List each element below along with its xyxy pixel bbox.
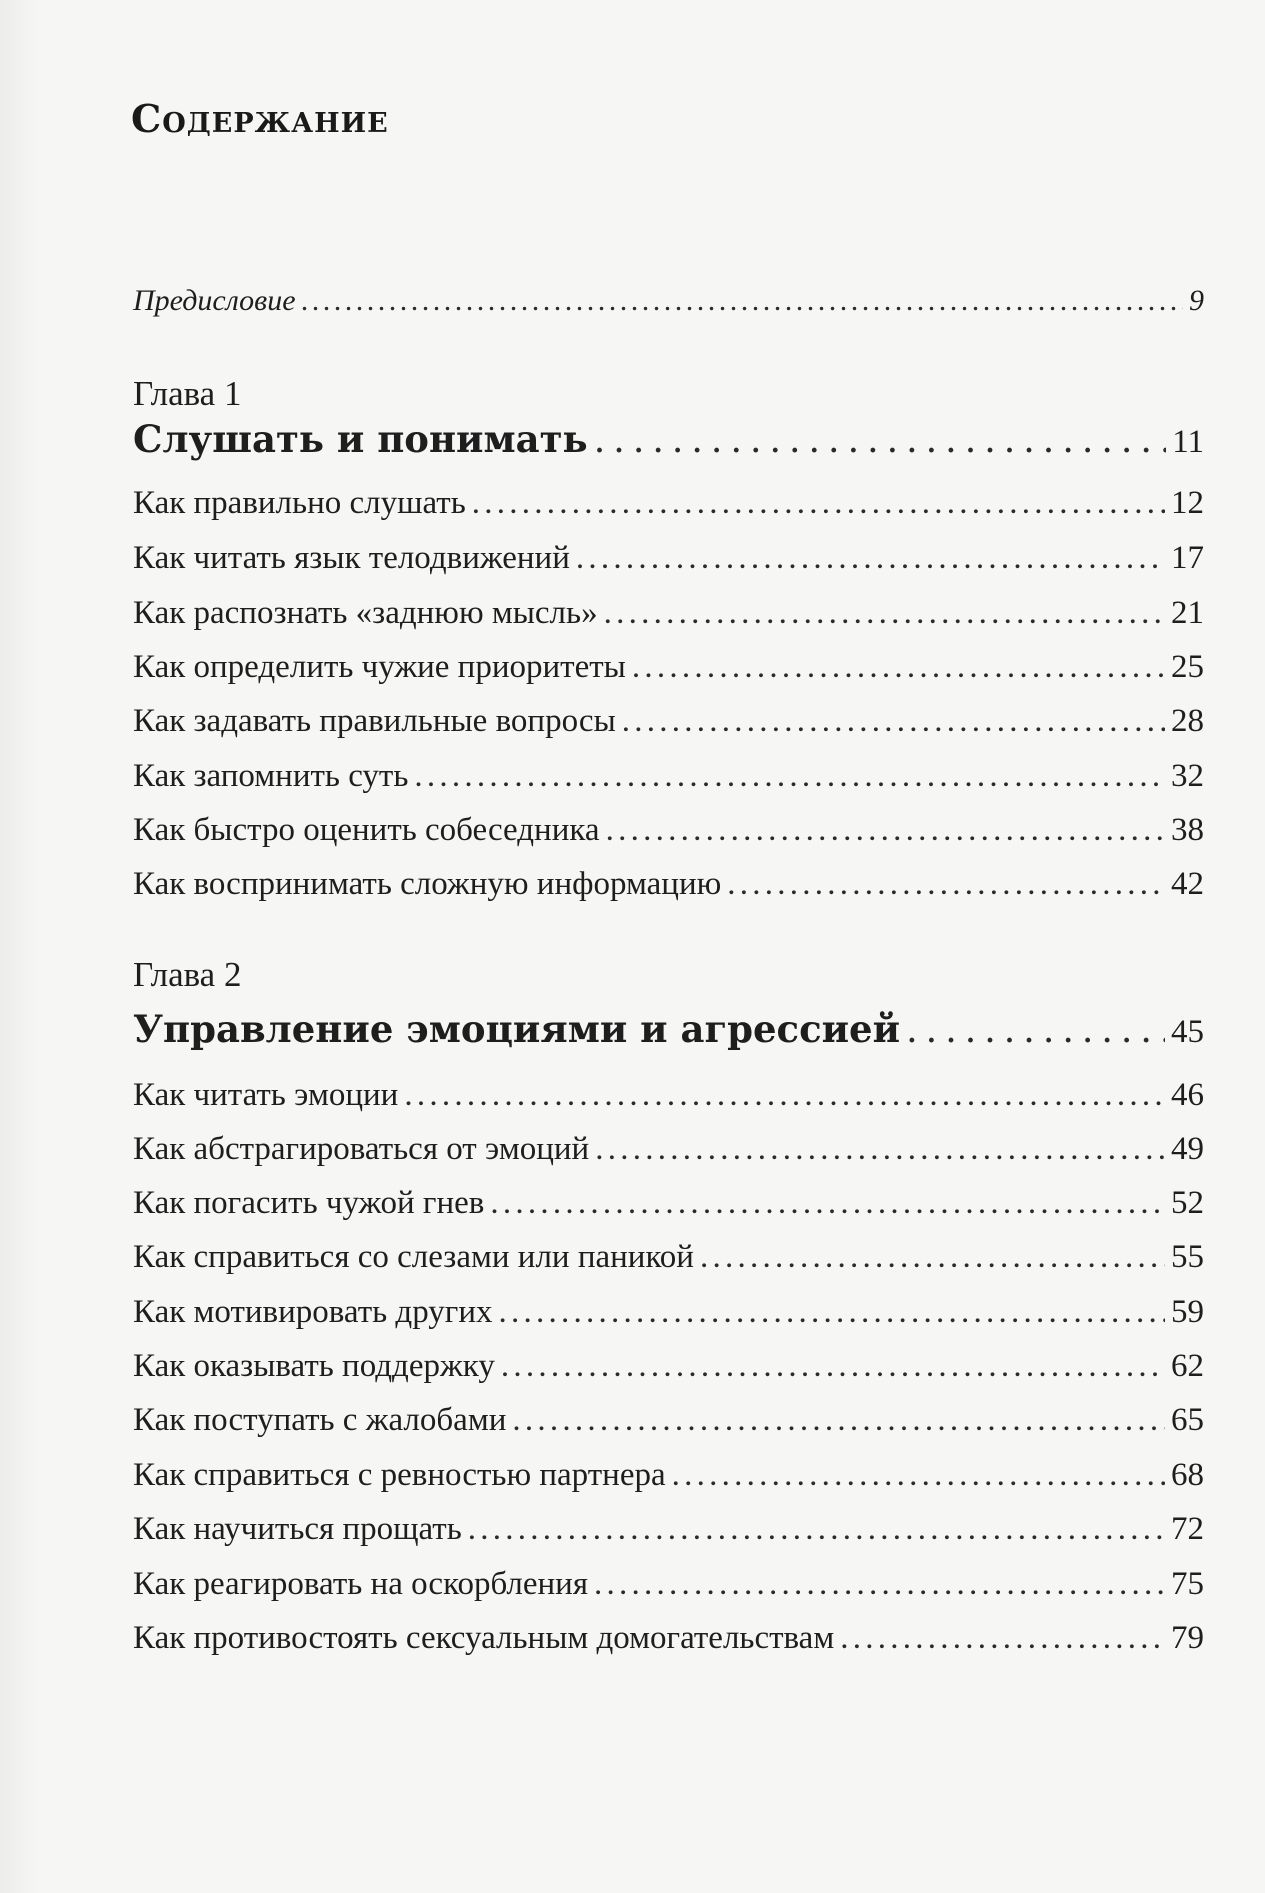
dot-leader <box>672 1457 1165 1494</box>
toc-entry-title: Как оказывать поддержку <box>133 1348 495 1384</box>
toc-page-number: 55 <box>1171 1239 1204 1275</box>
toc-page-number: 59 <box>1171 1294 1204 1330</box>
toc-entry-title: Как правильно слушать <box>133 485 466 521</box>
dot-leader <box>840 1620 1165 1657</box>
toc-entry-row <box>133 1294 1204 1331</box>
toc-entry-title: Как справиться со слезами или паникой <box>133 1239 694 1275</box>
toc-page-number: 32 <box>1171 758 1204 794</box>
toc-entry-title: Как погасить чужой гнев <box>133 1185 485 1221</box>
toc-entry-title: Как абстрагироваться от эмоций <box>133 1131 590 1167</box>
toc-entry-title: Как читать язык телодвижений <box>133 540 570 576</box>
toc-entry-row <box>133 1457 1204 1494</box>
toc-page-number: 79 <box>1171 1620 1204 1656</box>
dot-leader <box>594 1566 1165 1603</box>
toc-entry-row <box>133 1131 1204 1168</box>
toc-preface-row <box>133 284 1204 318</box>
toc-entry-row <box>133 703 1204 740</box>
toc-entry-row <box>133 649 1204 686</box>
chapter-title: Управление эмоциями и агрессией <box>133 1007 901 1051</box>
dot-leader <box>595 1131 1165 1168</box>
toc-entry-title: Как мотивировать других <box>133 1294 493 1330</box>
dot-leader <box>512 1402 1165 1439</box>
toc-entry-row <box>133 812 1204 849</box>
toc-heading: Содержание <box>131 96 389 141</box>
dot-leader <box>414 758 1165 795</box>
toc-page-number: 45 <box>1171 1014 1204 1050</box>
toc-entry-title: Как научиться прощать <box>133 1511 462 1547</box>
dot-leader <box>302 284 1183 318</box>
toc-entry-row <box>133 540 1204 577</box>
dot-leader <box>490 1185 1165 1222</box>
toc-entry-title: Предисловие <box>133 284 296 317</box>
toc-page-number: 65 <box>1171 1402 1204 1438</box>
toc-entry-row <box>133 1620 1204 1657</box>
toc-entry-title: Как определить чужие приоритеты <box>133 649 626 685</box>
dot-leader <box>906 1008 1165 1051</box>
toc-entry-row <box>133 1566 1204 1603</box>
toc-page-number: 52 <box>1171 1185 1204 1221</box>
toc-page-number: 72 <box>1171 1511 1204 1547</box>
toc-entry-title: Как задавать правильные вопросы <box>133 703 616 739</box>
toc-page-number: 68 <box>1171 1457 1204 1493</box>
dot-leader <box>632 649 1165 686</box>
toc-page-number: 62 <box>1171 1348 1204 1384</box>
toc-entry-row <box>133 1348 1204 1385</box>
chapter-title: Слушать и понимать <box>133 417 588 461</box>
toc-page-number: 12 <box>1171 485 1204 521</box>
toc-entry-row <box>133 1077 1204 1114</box>
toc-entry-title: Как противостоять сексуальным домогательствам <box>133 1620 835 1656</box>
toc-entry-row <box>133 1185 1204 1222</box>
toc-page-number: 17 <box>1171 540 1204 576</box>
toc-page-number: 49 <box>1171 1131 1204 1167</box>
toc-page-number: 9 <box>1189 284 1204 317</box>
dot-leader <box>404 1077 1165 1114</box>
toc-entry-row <box>133 485 1204 522</box>
toc-entry-title: Как быстро оценить собеседника <box>133 812 600 848</box>
toc-entry-row <box>133 758 1204 795</box>
dot-leader <box>604 595 1165 632</box>
toc-entry-row <box>133 1511 1204 1548</box>
toc-entry-row <box>133 1402 1204 1439</box>
toc-entry-title: Как реагировать на оскорбления <box>133 1566 589 1602</box>
toc-entry-title: Как запомнить суть <box>133 758 409 794</box>
dot-leader <box>576 540 1165 577</box>
dot-leader <box>472 485 1165 522</box>
toc-entry-row <box>133 866 1204 903</box>
dot-leader <box>501 1348 1165 1385</box>
toc-page-number: 46 <box>1171 1077 1204 1113</box>
toc-entry-row <box>133 595 1204 632</box>
page-edge-shadow <box>0 0 40 1893</box>
toc-page-number: 25 <box>1171 649 1204 685</box>
toc-page-number: 38 <box>1171 812 1204 848</box>
toc-page-number: 21 <box>1171 595 1204 631</box>
toc-entry-title: Как воспринимать сложную информацию <box>133 866 722 902</box>
dot-leader <box>606 812 1165 849</box>
dot-leader <box>499 1294 1166 1331</box>
toc-page-number: 28 <box>1171 703 1204 739</box>
toc-entry-title: Как поступать с жалобами <box>133 1402 507 1438</box>
dot-leader <box>700 1239 1165 1276</box>
toc-entry-title: Как читать эмоции <box>133 1077 399 1113</box>
dot-leader <box>727 866 1165 903</box>
toc-entry-row <box>133 1239 1204 1276</box>
chapter-label: Глава 2 <box>133 955 242 994</box>
dot-leader <box>622 703 1165 740</box>
chapter-label: Глава 1 <box>133 374 242 413</box>
chapter-title-row <box>133 417 1204 461</box>
toc-page-number: 75 <box>1171 1566 1204 1602</box>
toc-page-number: 11 <box>1172 424 1204 460</box>
toc-entry-title: Как справиться с ревностью партнера <box>133 1457 666 1493</box>
toc-entry-title: Как распознать «заднюю мысль» <box>133 595 598 631</box>
toc-page-number: 42 <box>1171 866 1204 902</box>
chapter-title-row <box>133 1007 1204 1051</box>
dot-leader <box>594 418 1167 461</box>
dot-leader <box>468 1511 1165 1548</box>
